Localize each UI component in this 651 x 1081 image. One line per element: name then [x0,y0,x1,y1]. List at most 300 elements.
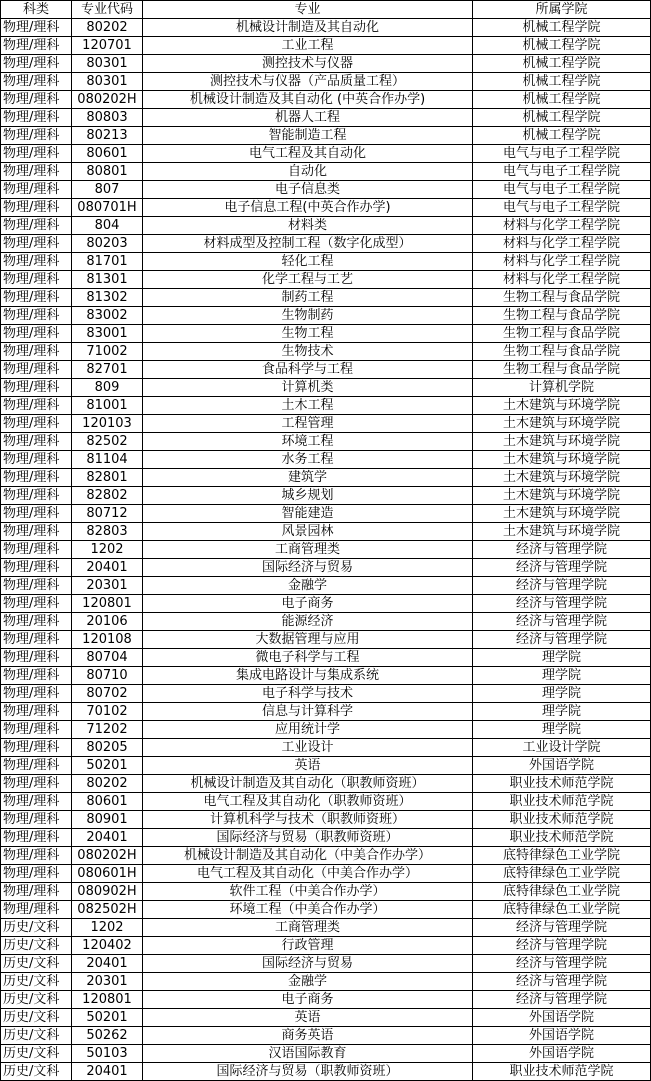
table-row [1,343,651,361]
category-cell: 物理/理科 [1,595,72,613]
major-name-cell: 国际经济与贸易 [143,955,473,973]
college-cell: 理学院 [473,667,651,685]
college-cell: 经济与管理学院 [473,991,651,1009]
major-code-cell: 80601 [72,793,143,811]
table-row [1,487,651,505]
table-row [1,775,651,793]
category-cell: 物理/理科 [1,613,72,631]
major-code-cell: 81001 [72,397,143,415]
category-cell: 物理/理科 [1,325,72,343]
category-cell: 历史/文科 [1,955,72,973]
major-name-cell: 工业工程 [143,37,473,55]
header-major: 专业 [143,1,473,19]
major-code-cell: 80710 [72,667,143,685]
table-row [1,415,651,433]
table-row [1,37,651,55]
category-cell: 历史/文科 [1,1009,72,1027]
category-cell: 物理/理科 [1,883,72,901]
table-row [1,649,651,667]
category-cell: 历史/文科 [1,973,72,991]
category-cell: 物理/理科 [1,163,72,181]
table-row [1,19,651,37]
major-name-cell: 工商管理类 [143,919,473,937]
major-code-cell: 20301 [72,973,143,991]
table-row [1,1009,651,1027]
major-name-cell: 测控技术与仪器（产品质量工程） [143,73,473,91]
major-name-cell: 大数据管理与应用 [143,631,473,649]
major-name-cell: 材料类 [143,217,473,235]
table-row [1,109,651,127]
table-row [1,739,651,757]
college-cell: 底特律绿色工业学院 [473,865,651,883]
category-cell: 物理/理科 [1,343,72,361]
table-body [1,19,651,1081]
major-name-cell: 化学工程与工艺 [143,271,473,289]
major-code-cell: 20401 [72,559,143,577]
major-code-cell: 80202 [72,19,143,37]
table-row [1,253,651,271]
major-name-cell: 测控技术与仪器 [143,55,473,73]
table-row [1,883,651,901]
college-cell: 经济与管理学院 [473,541,651,559]
college-cell: 理学院 [473,685,651,703]
table-row [1,595,651,613]
major-name-cell: 电子商务 [143,991,473,1009]
college-cell: 经济与管理学院 [473,559,651,577]
major-code-cell: 82801 [72,469,143,487]
major-code-cell: 80712 [72,505,143,523]
major-code-cell: 080902H [72,883,143,901]
major-name-cell: 风景园林 [143,523,473,541]
major-code-cell: 80213 [72,127,143,145]
college-cell: 理学院 [473,721,651,739]
major-code-cell: 1202 [72,919,143,937]
major-code-cell: 80601 [72,145,143,163]
college-cell: 电气与电子工程学院 [473,181,651,199]
table-row [1,145,651,163]
major-code-cell: 50262 [72,1027,143,1045]
college-cell: 土木建筑与环境学院 [473,505,651,523]
major-name-cell: 材料成型及控制工程（数字化成型） [143,235,473,253]
college-cell: 材料与化学工程学院 [473,253,651,271]
major-code-cell: 80702 [72,685,143,703]
college-cell: 生物工程与食品学院 [473,289,651,307]
college-cell: 电气与电子工程学院 [473,163,651,181]
college-cell: 土木建筑与环境学院 [473,469,651,487]
table-row [1,361,651,379]
major-code-cell: 82803 [72,523,143,541]
table-row [1,181,651,199]
table-row [1,811,651,829]
major-name-cell: 城乡规划 [143,487,473,505]
table-row [1,469,651,487]
major-code-cell: 120801 [72,595,143,613]
table-row [1,577,651,595]
header-row [1,1,651,19]
major-code-cell: 807 [72,181,143,199]
category-cell: 物理/理科 [1,667,72,685]
major-name-cell: 计算机类 [143,379,473,397]
major-name-cell: 智能制造工程 [143,127,473,145]
category-cell: 物理/理科 [1,703,72,721]
major-code-cell: 82701 [72,361,143,379]
college-cell: 职业技术师范学院 [473,1063,651,1081]
college-cell: 经济与管理学院 [473,919,651,937]
major-code-cell: 83002 [72,307,143,325]
table-row [1,757,651,775]
major-code-cell: 50103 [72,1045,143,1063]
major-name-cell: 微电子科学与工程 [143,649,473,667]
category-cell: 物理/理科 [1,793,72,811]
college-cell: 土木建筑与环境学院 [473,397,651,415]
category-cell: 历史/文科 [1,919,72,937]
category-cell: 历史/文科 [1,937,72,955]
category-cell: 物理/理科 [1,649,72,667]
major-name-cell: 英语 [143,757,473,775]
major-name-cell: 电气工程及其自动化（中美合作办学） [143,865,473,883]
major-code-cell: 71002 [72,343,143,361]
category-cell: 历史/文科 [1,991,72,1009]
category-cell: 物理/理科 [1,847,72,865]
table-row [1,667,651,685]
table-row [1,451,651,469]
category-cell: 物理/理科 [1,109,72,127]
table-row [1,973,651,991]
table-row [1,1027,651,1045]
major-code-cell: 81301 [72,271,143,289]
major-name-cell: 信息与计算科学 [143,703,473,721]
major-code-cell: 080601H [72,865,143,883]
category-cell: 物理/理科 [1,757,72,775]
table-row [1,199,651,217]
college-cell: 土木建筑与环境学院 [473,451,651,469]
header-college: 所属学院 [473,1,651,19]
major-code-cell: 082502H [72,901,143,919]
major-name-cell: 智能建造 [143,505,473,523]
college-cell: 机械工程学院 [473,37,651,55]
table-row [1,613,651,631]
major-name-cell: 国际经济与贸易（职教师资班） [143,829,473,847]
major-code-cell: 82802 [72,487,143,505]
college-cell: 理学院 [473,703,651,721]
header-major-code: 专业代码 [72,1,143,19]
table-row [1,163,651,181]
college-cell: 生物工程与食品学院 [473,343,651,361]
major-code-cell: 20301 [72,577,143,595]
college-cell: 外国语学院 [473,757,651,775]
major-code-cell: 81104 [72,451,143,469]
major-name-cell: 应用统计学 [143,721,473,739]
college-cell: 材料与化学工程学院 [473,271,651,289]
major-code-cell: 80301 [72,55,143,73]
college-cell: 生物工程与食品学院 [473,361,651,379]
table-row [1,847,651,865]
table-row [1,73,651,91]
category-cell: 物理/理科 [1,523,72,541]
college-cell: 底特律绿色工业学院 [473,847,651,865]
major-name-cell: 食品科学与工程 [143,361,473,379]
college-cell: 土木建筑与环境学院 [473,487,651,505]
college-cell: 底特律绿色工业学院 [473,883,651,901]
college-cell: 土木建筑与环境学院 [473,523,651,541]
table-row [1,433,651,451]
college-cell: 计算机学院 [473,379,651,397]
major-code-cell: 80901 [72,811,143,829]
table-row [1,271,651,289]
college-cell: 经济与管理学院 [473,973,651,991]
table-row [1,793,651,811]
major-name-cell: 土木工程 [143,397,473,415]
major-name-cell: 工商管理类 [143,541,473,559]
major-code-cell: 70102 [72,703,143,721]
major-code-cell: 20106 [72,613,143,631]
category-cell: 物理/理科 [1,55,72,73]
major-code-cell: 80205 [72,739,143,757]
college-cell: 机械工程学院 [473,91,651,109]
major-name-cell: 生物工程 [143,325,473,343]
category-cell: 物理/理科 [1,811,72,829]
category-cell: 物理/理科 [1,199,72,217]
college-cell: 职业技术师范学院 [473,793,651,811]
category-cell: 物理/理科 [1,361,72,379]
category-cell: 物理/理科 [1,469,72,487]
college-cell: 职业技术师范学院 [473,811,651,829]
table-row [1,307,651,325]
college-cell: 生物工程与食品学院 [473,307,651,325]
college-cell: 经济与管理学院 [473,955,651,973]
major-name-cell: 商务英语 [143,1027,473,1045]
table-row [1,505,651,523]
college-cell: 材料与化学工程学院 [473,235,651,253]
college-cell: 工业设计学院 [473,739,651,757]
college-cell: 机械工程学院 [473,19,651,37]
major-code-cell: 80301 [72,73,143,91]
major-code-cell: 080701H [72,199,143,217]
category-cell: 物理/理科 [1,739,72,757]
category-cell: 物理/理科 [1,253,72,271]
major-code-cell: 809 [72,379,143,397]
major-code-cell: 81701 [72,253,143,271]
category-cell: 物理/理科 [1,379,72,397]
major-code-cell: 120801 [72,991,143,1009]
category-cell: 物理/理科 [1,181,72,199]
major-code-cell: 71202 [72,721,143,739]
category-cell: 物理/理科 [1,901,72,919]
category-cell: 物理/理科 [1,487,72,505]
major-name-cell: 电气工程及其自动化（职教师资班） [143,793,473,811]
major-code-cell: 080202H [72,847,143,865]
category-cell: 物理/理科 [1,451,72,469]
category-cell: 物理/理科 [1,37,72,55]
table-row [1,235,651,253]
major-name-cell: 建筑学 [143,469,473,487]
major-name-cell: 能源经济 [143,613,473,631]
category-cell: 物理/理科 [1,721,72,739]
header-category: 科类 [1,1,72,19]
major-name-cell: 水务工程 [143,451,473,469]
major-name-cell: 机械设计制造及其自动化（中美合作办学） [143,847,473,865]
major-code-cell: 120108 [72,631,143,649]
category-cell: 物理/理科 [1,559,72,577]
table-row [1,829,651,847]
college-cell: 经济与管理学院 [473,577,651,595]
major-name-cell: 机械设计制造及其自动化 (中英合作办学) [143,91,473,109]
major-code-cell: 50201 [72,757,143,775]
category-cell: 物理/理科 [1,829,72,847]
college-cell: 机械工程学院 [473,109,651,127]
table-row [1,289,651,307]
major-name-cell: 电子信息类 [143,181,473,199]
category-cell: 历史/文科 [1,1027,72,1045]
major-code-cell: 20401 [72,1063,143,1081]
major-code-cell: 83001 [72,325,143,343]
table-row [1,541,651,559]
major-name-cell: 国际经济与贸易（职教师资班） [143,1063,473,1081]
category-cell: 物理/理科 [1,397,72,415]
table-row [1,1045,651,1063]
category-cell: 物理/理科 [1,865,72,883]
table-row [1,1063,651,1081]
table-row [1,631,651,649]
major-code-cell: 80202 [72,775,143,793]
table-row [1,685,651,703]
major-code-cell: 80203 [72,235,143,253]
college-cell: 职业技术师范学院 [473,775,651,793]
major-name-cell: 环境工程（中美合作办学） [143,901,473,919]
table-row [1,919,651,937]
college-cell: 外国语学院 [473,1045,651,1063]
major-code-cell: 81302 [72,289,143,307]
major-name-cell: 电气工程及其自动化 [143,145,473,163]
college-cell: 生物工程与食品学院 [473,325,651,343]
major-code-cell: 80803 [72,109,143,127]
major-code-cell: 80704 [72,649,143,667]
major-name-cell: 机械设计制造及其自动化（职教师资班） [143,775,473,793]
table-row [1,991,651,1009]
major-name-cell: 轻化工程 [143,253,473,271]
table-row [1,397,651,415]
major-name-cell: 工程管理 [143,415,473,433]
major-name-cell: 金融学 [143,973,473,991]
category-cell: 物理/理科 [1,19,72,37]
major-name-cell: 环境工程 [143,433,473,451]
category-cell: 物理/理科 [1,685,72,703]
major-name-cell: 英语 [143,1009,473,1027]
major-code-cell: 82502 [72,433,143,451]
category-cell: 物理/理科 [1,271,72,289]
category-cell: 历史/文科 [1,1045,72,1063]
category-cell: 物理/理科 [1,775,72,793]
major-name-cell: 集成电路设计与集成系统 [143,667,473,685]
category-cell: 物理/理科 [1,235,72,253]
college-cell: 经济与管理学院 [473,595,651,613]
college-cell: 土木建筑与环境学院 [473,415,651,433]
category-cell: 物理/理科 [1,577,72,595]
college-cell: 外国语学院 [473,1009,651,1027]
category-cell: 物理/理科 [1,289,72,307]
table-row [1,325,651,343]
major-name-cell: 自动化 [143,163,473,181]
category-cell: 历史/文科 [1,1063,72,1081]
table-row [1,937,651,955]
major-name-cell: 电子商务 [143,595,473,613]
college-cell: 机械工程学院 [473,55,651,73]
category-cell: 物理/理科 [1,541,72,559]
major-name-cell: 软件工程（中美合作办学） [143,883,473,901]
major-code-cell: 20401 [72,955,143,973]
college-cell: 底特律绿色工业学院 [473,901,651,919]
table-row [1,55,651,73]
table-row [1,703,651,721]
table-row [1,127,651,145]
major-code-cell: 804 [72,217,143,235]
category-cell: 物理/理科 [1,631,72,649]
category-cell: 物理/理科 [1,307,72,325]
major-name-cell: 工业设计 [143,739,473,757]
major-name-cell: 计算机科学与技术（职教师资班） [143,811,473,829]
college-cell: 理学院 [473,649,651,667]
major-name-cell: 国际经济与贸易 [143,559,473,577]
table-row [1,379,651,397]
table-row [1,865,651,883]
college-cell: 电气与电子工程学院 [473,145,651,163]
category-cell: 物理/理科 [1,505,72,523]
major-code-cell: 80801 [72,163,143,181]
major-code-cell: 50201 [72,1009,143,1027]
major-name-cell: 电子信息工程(中英合作办学) [143,199,473,217]
table-row [1,955,651,973]
major-name-cell: 金融学 [143,577,473,595]
category-cell: 物理/理科 [1,127,72,145]
major-code-cell: 080202H [72,91,143,109]
college-cell: 经济与管理学院 [473,631,651,649]
college-cell: 电气与电子工程学院 [473,199,651,217]
table-row [1,91,651,109]
college-cell: 机械工程学院 [473,73,651,91]
major-code-cell: 120402 [72,937,143,955]
college-cell: 经济与管理学院 [473,613,651,631]
college-cell: 材料与化学工程学院 [473,217,651,235]
major-name-cell: 行政管理 [143,937,473,955]
college-cell: 土木建筑与环境学院 [473,433,651,451]
major-code-cell: 120701 [72,37,143,55]
major-code-cell: 20401 [72,829,143,847]
category-cell: 物理/理科 [1,415,72,433]
table-row [1,523,651,541]
major-name-cell: 生物技术 [143,343,473,361]
table-row [1,559,651,577]
major-name-cell: 机器人工程 [143,109,473,127]
category-cell: 物理/理科 [1,217,72,235]
category-cell: 物理/理科 [1,145,72,163]
college-cell: 外国语学院 [473,1027,651,1045]
table-row [1,217,651,235]
college-cell: 经济与管理学院 [473,937,651,955]
major-code-cell: 1202 [72,541,143,559]
category-cell: 物理/理科 [1,73,72,91]
major-code-cell: 120103 [72,415,143,433]
college-cell: 机械工程学院 [473,127,651,145]
major-name-cell: 汉语国际教育 [143,1045,473,1063]
table-row [1,901,651,919]
category-cell: 物理/理科 [1,433,72,451]
college-cell: 职业技术师范学院 [473,829,651,847]
major-name-cell: 制药工程 [143,289,473,307]
category-cell: 物理/理科 [1,91,72,109]
table-header [1,1,651,19]
major-name-cell: 机械设计制造及其自动化 [143,19,473,37]
major-name-cell: 电子科学与技术 [143,685,473,703]
